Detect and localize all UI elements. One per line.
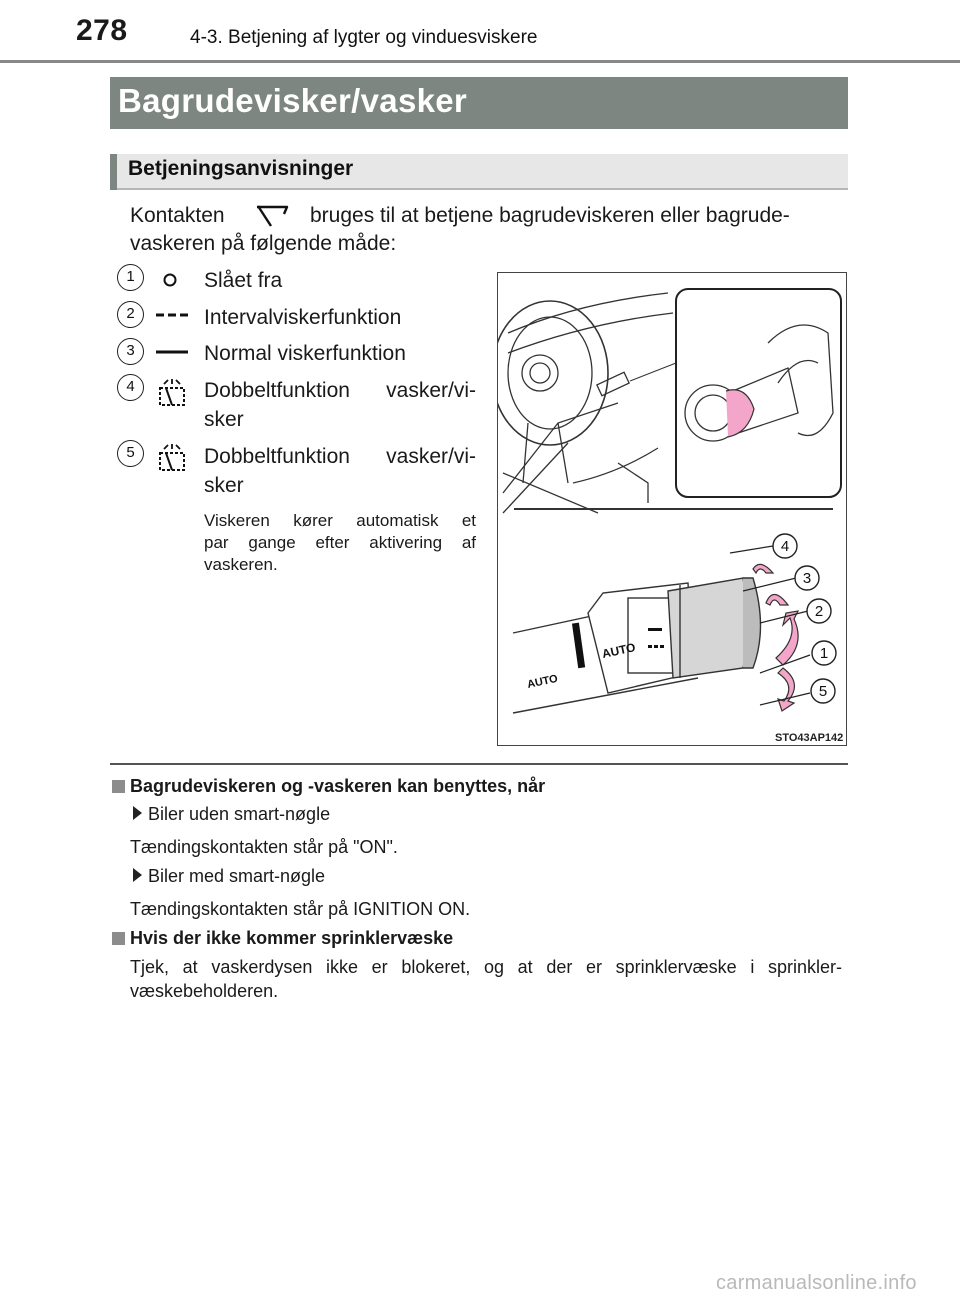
intro-part2: bruges til at betjene bagrudeviskeren eller bagrude-	[310, 204, 790, 227]
bullet-square	[112, 780, 125, 793]
section-header: 4-3. Betjening af lygter og vinduesviskere	[190, 27, 538, 48]
note-line3: vaskeren.	[204, 555, 278, 574]
triangle-bullet	[133, 868, 142, 882]
note-line2: par gange efter aktivering af	[204, 533, 476, 552]
position-label-1: Slået fra	[204, 269, 283, 292]
conditions-case1: Biler uden smart-nøgle	[148, 804, 331, 824]
conditions-heading: Bagrudeviskeren og -vaskeren kan benyttes, når	[130, 776, 546, 796]
figure-callout-5: 5	[818, 683, 828, 700]
intro-line2: vaskeren på følgende måde:	[130, 232, 397, 255]
watermark: carmanualsonline.info	[716, 1272, 917, 1294]
page-title: Bagrudevisker/vasker	[118, 82, 468, 119]
position-number-5: 5	[117, 440, 144, 467]
washer-wiper-icon	[156, 378, 188, 408]
fluid-line2: væskebeholderen.	[130, 981, 279, 1001]
fluid-heading: Hvis der ikke kommer sprinklervæske	[130, 928, 454, 948]
position-label-4-line1: Dobbeltfunktion vasker/vi-	[204, 379, 476, 402]
svg-text:AUTO: AUTO	[600, 640, 637, 661]
conditions-text2: Tændingskontakten står på IGNITION ON.	[130, 899, 471, 919]
position-label-3: Normal viskerfunktion	[204, 342, 406, 365]
figure-caption: STO43AP142	[775, 732, 844, 744]
position-number-4: 4	[117, 374, 144, 401]
position-number-1: 1	[117, 264, 144, 291]
position-number-3: 3	[117, 338, 144, 365]
bullet-square	[112, 932, 125, 945]
conditions-case2: Biler med smart-nøgle	[148, 866, 326, 886]
off-circle-icon	[160, 270, 180, 290]
section-divider	[110, 763, 848, 765]
fluid-line1: Tjek, at vaskerdysen ikke er blokeret, og at der er sprinklervæske i sprinkler-	[130, 957, 842, 977]
washer-wiper-icon	[156, 443, 188, 473]
page-number: 278	[76, 14, 128, 47]
normal-line-icon	[155, 346, 189, 358]
header-divider	[0, 60, 960, 63]
position-label-5-line1: Dobbeltfunktion vasker/vi-	[204, 445, 476, 468]
note-line1: Viskeren kører automatisk et	[204, 511, 476, 530]
position-number-2: 2	[117, 301, 144, 328]
figure-callout-2: 2	[814, 603, 824, 620]
subtitle-accent	[110, 154, 117, 190]
figure-callout-3: 3	[802, 570, 812, 587]
triangle-bullet	[133, 806, 142, 820]
intermittent-dashes-icon	[155, 309, 189, 321]
rear-wiper-icon	[254, 201, 290, 229]
figure-callout-4: 4	[780, 538, 790, 555]
intro-part1: Kontakten	[130, 204, 225, 227]
conditions-text1: Tændingskontakten står på "ON".	[130, 837, 398, 857]
wiper-stalk-illustration	[498, 273, 846, 745]
position-label-2: Intervalviskerfunktion	[204, 306, 402, 329]
position-label-4-line2: sker	[204, 408, 244, 431]
svg-text:AUTO: AUTO	[526, 672, 559, 691]
position-label-5-line2: sker	[204, 474, 244, 497]
figure-callout-1: 1	[819, 645, 829, 662]
section-subtitle: Betjeningsanvisninger	[128, 157, 354, 180]
